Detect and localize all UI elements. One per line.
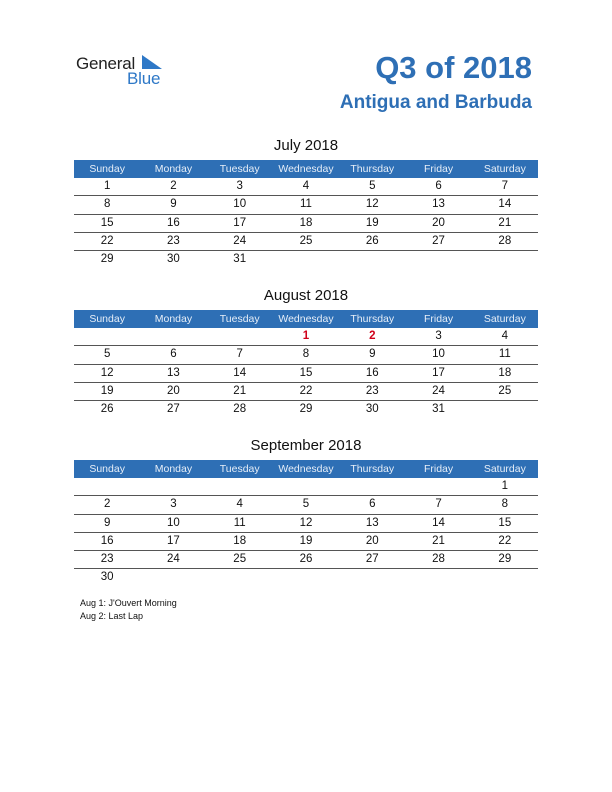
day-cell: 30	[100, 571, 114, 584]
day-cell: 23	[167, 234, 180, 247]
weekday-label: Thursday	[350, 313, 395, 325]
day-cell: 6	[435, 180, 442, 192]
empty-day-cell	[405, 478, 471, 495]
day-cell: 5	[369, 180, 376, 192]
day-cell: 16	[167, 216, 180, 229]
day-cell: 2	[170, 180, 177, 192]
day-cell: 15	[498, 516, 512, 529]
day-cell: 3	[170, 498, 177, 511]
day-cell: 23	[100, 553, 114, 566]
weekday-label: Friday	[423, 313, 454, 325]
empty-day-cell	[472, 569, 538, 586]
week-row	[74, 515, 538, 533]
day-cell: 5	[302, 498, 310, 511]
month-title: July 2018	[273, 137, 339, 154]
day-cell: 25	[498, 384, 512, 397]
weekday-label: Monday	[154, 463, 193, 475]
day-cell: 30	[365, 403, 379, 416]
weekday-label: Sunday	[89, 163, 125, 175]
empty-day-cell	[207, 569, 273, 586]
week-row	[74, 496, 538, 514]
week-row	[74, 178, 538, 196]
day-cell: 1	[302, 330, 310, 342]
day-cell: 16	[365, 366, 379, 379]
day-cell: 1	[501, 480, 509, 492]
empty-day-cell	[74, 478, 140, 495]
generalblue-logo	[76, 54, 176, 90]
day-cell: 20	[167, 384, 180, 397]
day-cell: 8	[103, 198, 111, 211]
weekday-label: Saturday	[483, 463, 526, 475]
empty-day-cell	[140, 328, 206, 345]
day-cell: 22	[100, 234, 114, 247]
month-weeks	[74, 328, 538, 418]
day-cell: 27	[167, 403, 180, 416]
day-cell: 21	[498, 216, 512, 229]
weekday-label: Friday	[423, 163, 454, 175]
day-cell: 7	[236, 348, 243, 361]
logo-triangle-icon	[142, 55, 162, 69]
day-cell: 4	[302, 180, 310, 192]
day-cell: 6	[170, 348, 177, 361]
day-cell: 10	[167, 516, 180, 529]
month-calendar-september	[74, 436, 538, 587]
month-weeks	[74, 178, 538, 268]
weekday-label: Saturday	[483, 313, 526, 325]
day-cell: 19	[365, 216, 379, 229]
day-cell: 6	[369, 498, 376, 511]
empty-day-cell	[74, 328, 140, 345]
day-cell: 20	[432, 216, 445, 229]
day-cell: 27	[365, 553, 379, 566]
week-row	[74, 551, 538, 569]
week-row	[74, 346, 538, 364]
empty-day-cell	[140, 478, 206, 495]
day-cell: 15	[299, 366, 313, 379]
day-cell: 3	[435, 330, 442, 342]
week-row	[74, 569, 538, 586]
weekday-label: Friday	[423, 463, 454, 475]
empty-day-cell	[339, 569, 405, 586]
day-cell: 13	[365, 516, 379, 529]
day-cell: 14	[498, 198, 512, 211]
day-cell: 2	[369, 330, 376, 342]
day-cell: 12	[100, 366, 114, 379]
month-title: August 2018	[263, 287, 349, 304]
empty-day-cell	[472, 251, 538, 268]
day-cell: 21	[233, 384, 247, 397]
weekday-header	[74, 310, 538, 328]
weekday-label: Wednesday	[278, 463, 334, 475]
day-cell: 27	[432, 234, 445, 247]
day-cell: 23	[365, 384, 379, 397]
day-cell: 10	[233, 198, 247, 211]
weekday-label: Thursday	[350, 163, 395, 175]
weekday-header	[74, 160, 538, 178]
day-cell: 16	[100, 534, 114, 547]
day-cell: 24	[233, 234, 247, 247]
day-cell: 31	[233, 253, 247, 266]
week-row	[74, 251, 538, 268]
month-weeks	[74, 478, 538, 587]
day-cell: 29	[299, 403, 313, 416]
page-title: Q3 of 2018	[375, 50, 532, 85]
day-cell: 10	[432, 348, 445, 361]
weekday-label: Sunday	[89, 463, 125, 475]
empty-day-cell	[339, 478, 405, 495]
day-cell: 24	[167, 553, 180, 566]
day-cell: 5	[103, 348, 111, 361]
day-cell: 29	[498, 553, 512, 566]
logo-word-general: General	[76, 54, 136, 73]
day-cell: 9	[103, 516, 111, 529]
empty-day-cell	[273, 569, 339, 586]
day-cell: 17	[167, 534, 180, 547]
weekday-label: Tuesday	[219, 463, 260, 475]
day-cell: 17	[233, 216, 247, 229]
empty-day-cell	[140, 569, 206, 586]
day-cell: 20	[365, 534, 379, 547]
empty-day-cell	[207, 328, 273, 345]
day-cell: 8	[302, 348, 310, 361]
logo-word-blue: Blue	[127, 69, 161, 88]
weekday-label: Tuesday	[219, 163, 260, 175]
country-name: Antigua and Barbuda	[339, 92, 532, 113]
week-row	[74, 533, 538, 551]
week-row	[74, 401, 538, 418]
holiday-note: Aug 2: Last Lap	[80, 611, 144, 621]
day-cell: 11	[233, 516, 246, 529]
day-cell: 22	[299, 384, 313, 397]
day-cell: 26	[299, 553, 313, 566]
day-cell: 28	[498, 234, 512, 247]
empty-day-cell	[207, 478, 273, 495]
day-cell: 28	[233, 403, 247, 416]
day-cell: 13	[432, 198, 445, 211]
day-cell: 14	[233, 366, 247, 379]
weekday-label: Wednesday	[278, 163, 334, 175]
day-cell: 17	[432, 366, 445, 379]
empty-day-cell	[273, 478, 339, 495]
day-cell: 31	[432, 403, 445, 416]
week-row	[74, 365, 538, 383]
day-cell: 30	[167, 253, 180, 266]
day-cell: 18	[498, 366, 512, 379]
week-row	[74, 233, 538, 251]
month-title: September 2018	[250, 437, 362, 454]
day-cell: 9	[170, 198, 177, 211]
day-cell: 24	[432, 384, 445, 397]
month-calendar-july	[74, 136, 538, 268]
day-cell: 1	[103, 180, 111, 192]
week-row	[74, 215, 538, 233]
empty-day-cell	[405, 251, 471, 268]
weekday-label: Sunday	[89, 313, 125, 325]
weekday-label: Monday	[154, 163, 193, 175]
day-cell: 15	[100, 216, 114, 229]
day-cell: 18	[299, 216, 313, 229]
weekday-header	[74, 460, 538, 478]
day-cell: 25	[233, 553, 247, 566]
day-cell: 7	[501, 180, 509, 192]
day-cell: 8	[501, 498, 509, 511]
weekday-label: Tuesday	[219, 313, 260, 325]
empty-day-cell	[273, 251, 339, 268]
weekday-label: Saturday	[483, 163, 526, 175]
day-cell: 19	[100, 384, 114, 397]
empty-day-cell	[339, 251, 405, 268]
day-cell: 26	[365, 234, 379, 247]
holiday-note: Aug 1: J'Ouvert Morning	[80, 598, 177, 608]
weekday-label: Thursday	[350, 463, 395, 475]
empty-day-cell	[472, 401, 538, 418]
week-row	[74, 383, 538, 401]
day-cell: 22	[498, 534, 512, 547]
week-row	[74, 328, 538, 346]
day-cell: 4	[501, 330, 509, 342]
day-cell: 7	[435, 498, 442, 511]
weekday-label: Monday	[154, 313, 193, 325]
week-row	[74, 478, 538, 496]
week-row	[74, 196, 538, 214]
day-cell: 2	[103, 498, 111, 511]
day-cell: 9	[369, 348, 376, 361]
day-cell: 18	[233, 534, 247, 547]
day-cell: 25	[299, 234, 313, 247]
month-calendar-august	[74, 286, 538, 418]
day-cell: 29	[100, 253, 114, 266]
day-cell: 28	[432, 553, 445, 566]
holiday-notes	[80, 597, 177, 623]
day-cell: 11	[498, 348, 511, 361]
weekday-label: Wednesday	[278, 313, 334, 325]
empty-day-cell	[405, 569, 471, 586]
day-cell: 19	[299, 534, 313, 547]
day-cell: 4	[236, 498, 243, 511]
day-cell: 11	[300, 198, 312, 211]
day-cell: 21	[432, 534, 445, 547]
day-cell: 3	[236, 180, 243, 192]
day-cell: 13	[167, 366, 180, 379]
day-cell: 26	[100, 403, 114, 416]
day-cell: 12	[299, 516, 313, 529]
day-cell: 14	[432, 516, 445, 529]
day-cell: 12	[365, 198, 379, 211]
